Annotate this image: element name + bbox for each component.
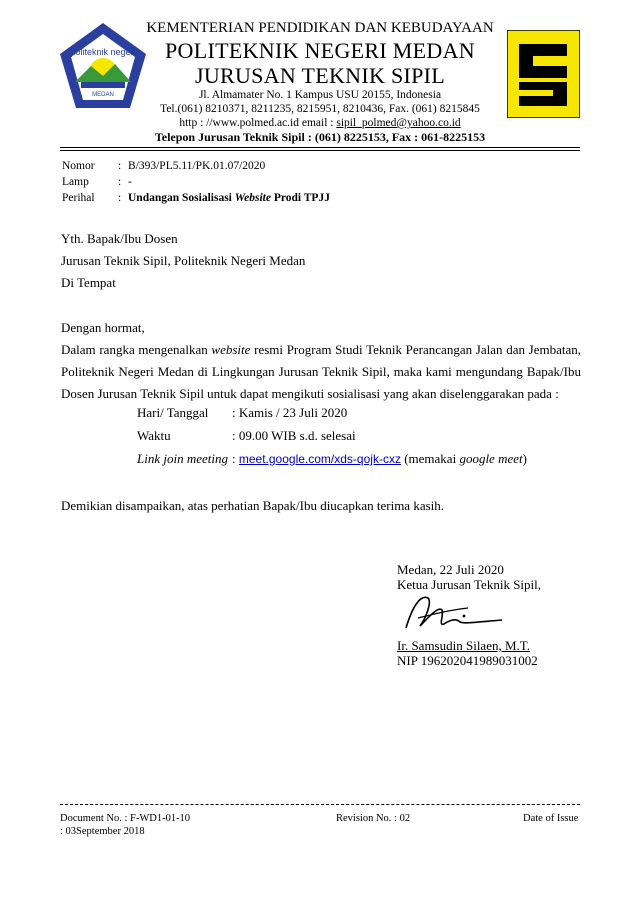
handwritten-signature bbox=[398, 588, 508, 638]
footer-date: : 03September 2018 bbox=[60, 826, 145, 837]
lamp-label: Lamp bbox=[62, 176, 89, 188]
logo-sub: MEDAN bbox=[92, 92, 114, 98]
place-date: Medan, 22 Juli 2020 bbox=[397, 562, 504, 577]
meeting-link[interactable]: meet.google.com/xds-qojk-cxz bbox=[238, 452, 401, 466]
signatory-title: Ketua Jurusan Teknik Sipil, bbox=[397, 577, 542, 592]
logo-text: politeknik negeri bbox=[70, 47, 136, 57]
signatory-name: Ir. Samsudin Silaen, M.T. bbox=[397, 638, 531, 653]
recipient-line-3: Di Tempat bbox=[61, 275, 116, 290]
perihal-row bbox=[62, 192, 330, 204]
colon: : bbox=[118, 160, 122, 172]
web-prefix: http : //www.polmed.ac.id email : bbox=[179, 117, 337, 129]
nomor-value: B/393/PL5.11/PK.01.07/2020 bbox=[128, 160, 266, 172]
link-value: : meet.google.com/xds-qojk-cxz (memakai google meet) bbox=[232, 451, 527, 466]
lamp-row bbox=[62, 176, 132, 188]
phone-line: Tel.(061) 8210371, 8211235, 8215951, 8210436, Fax. (061) 8215845 bbox=[160, 103, 480, 115]
closing-line: Demikian disampaikan, atas perhatian Bapak/Ibu diucapkan terima kasih. bbox=[61, 498, 445, 513]
web-email-line bbox=[0, 117, 640, 129]
signatory-nip: NIP 196202041989031002 bbox=[397, 653, 538, 668]
nomor-row bbox=[62, 160, 265, 172]
date-value: : Kamis / 23 Juli 2020 bbox=[232, 405, 348, 420]
footer-revision: Revision No. : 02 bbox=[336, 813, 411, 824]
dept-phone-line: Telepon Jurusan Teknik Sipil : (061) 8225153, Fax : 061-8225153 bbox=[154, 130, 486, 144]
colon: : bbox=[118, 176, 122, 188]
nomor-label: Nomor bbox=[62, 160, 95, 172]
recipient-line-1: Yth. Bapak/Ibu Dosen bbox=[61, 231, 178, 246]
address-line: Jl. Almamater No. 1 Kampus USU 20155, Indonesia bbox=[198, 89, 442, 101]
perihal-value: Undangan Sosialisasi Website Prodi TPJJ bbox=[128, 192, 330, 204]
email-link[interactable]: sipil_polmed@yahoo.co.id bbox=[336, 117, 461, 129]
greeting: Dengan hormat, bbox=[61, 320, 145, 335]
footer-divider bbox=[60, 804, 580, 805]
recipient-line-2: Jurusan Teknik Sipil, Politeknik Negeri Medan bbox=[61, 253, 306, 268]
time-value: : 09.00 WIB s.d. selesai bbox=[232, 428, 356, 443]
footer-issue: Date of Issue bbox=[523, 813, 579, 824]
date-label: Hari/ Tanggal bbox=[137, 405, 209, 420]
institution-name: POLITEKNIK NEGERI MEDAN bbox=[165, 38, 475, 63]
footer-doc-no: Document No. : F-WD1-01-10 bbox=[60, 813, 191, 824]
link-label: Link join meeting bbox=[137, 451, 228, 466]
ministry-name: KEMENTERIAN PENDIDIKAN DAN KEBUDAYAAN bbox=[146, 20, 494, 36]
lamp-value: - bbox=[128, 176, 132, 188]
invitation-paragraph: Dalam rangka mengenalkan website resmi Program Studi Teknik Perancangan Jalan dan Jembatan, Politeknik Negeri Medan di Lingkungan Jurusan Teknik Sipil, maka kami mengundang Bapak/Ibu Dosen Jurusan Teknik Sipil untuk dapat mengikuti sosialisasi yang akan diselenggarakan pada : bbox=[61, 342, 581, 401]
header-divider-2 bbox=[60, 150, 580, 151]
colon: : bbox=[118, 192, 122, 204]
department-name: JURUSAN TEKNIK SIPIL bbox=[194, 63, 446, 88]
header-divider bbox=[60, 147, 580, 148]
perihal-label: Perihal bbox=[62, 192, 95, 204]
time-label: Waktu bbox=[137, 428, 171, 443]
